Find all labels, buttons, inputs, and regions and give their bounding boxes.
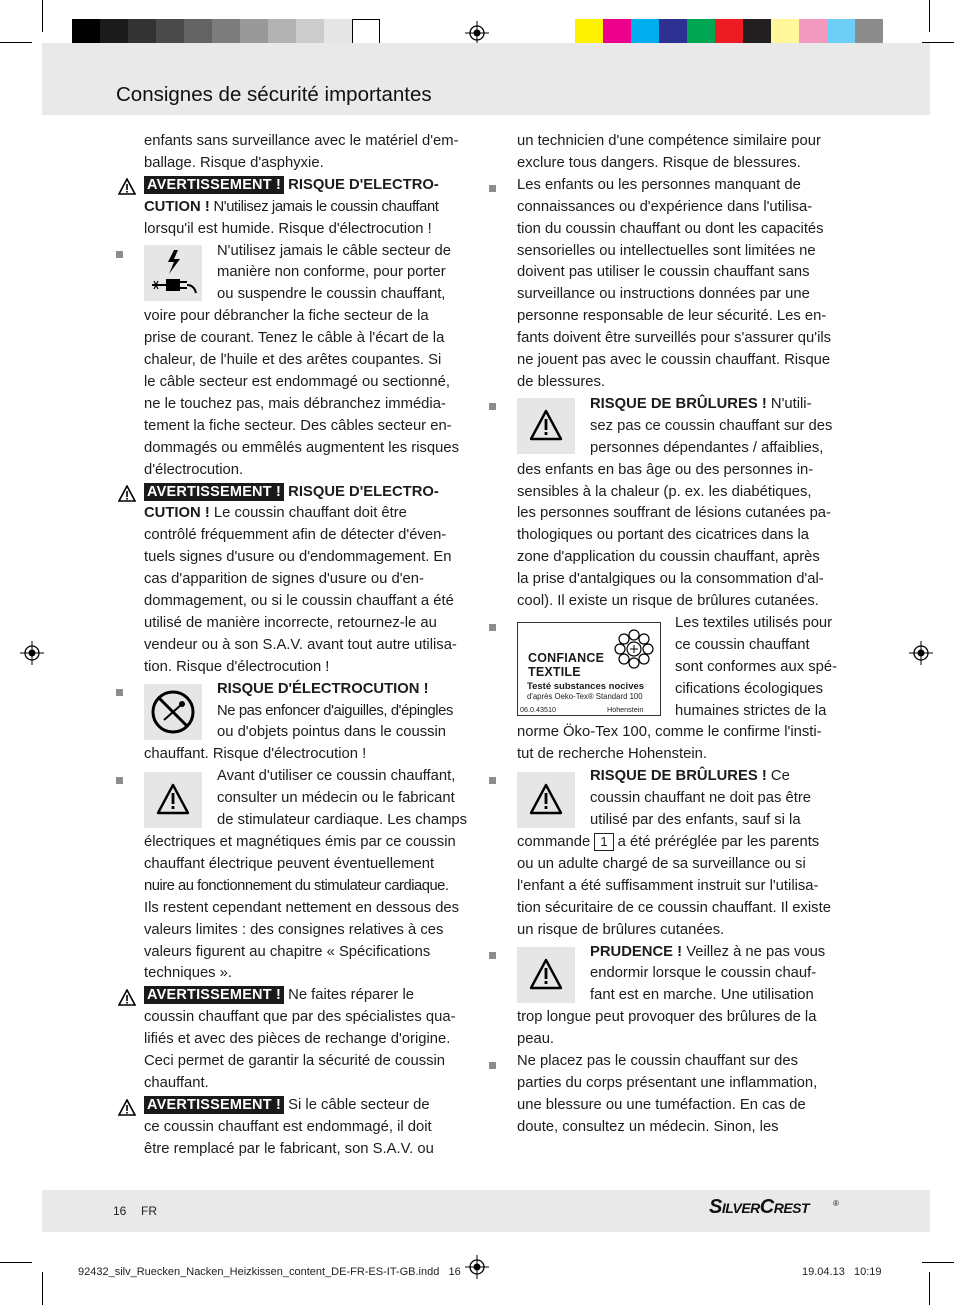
bullet-icon: [489, 624, 496, 631]
text-line: trop longue peut provoquer des brûlures de la: [517, 1009, 817, 1026]
warning-triangle-icon: [517, 772, 575, 828]
cert-institute: Hohenstein: [607, 705, 644, 714]
text-line: ce coussin chauffant est endommagé, il doit: [144, 1118, 432, 1135]
text-line: personne responsable de leur sécurité. Les en-: [517, 308, 827, 325]
text-line: ne le touchez pas, mais débranchez immédia-: [144, 395, 446, 412]
text-line: sont conformes aux spé-: [675, 658, 838, 675]
text-line: un risque de brûlures cutanées.: [517, 921, 725, 938]
text-line: Le coussin chauffant doit être: [209, 505, 407, 522]
text-line: N'utili-: [766, 395, 812, 412]
text-line: thologiques ou portant des cicatrices dans la: [517, 527, 810, 544]
text-line: Veillez à ne pas vous: [682, 943, 826, 960]
bullet-icon: [116, 777, 123, 784]
warning-heading: CUTION !: [144, 198, 210, 215]
text-line: de blessures.: [517, 373, 606, 390]
warning-heading: PRUDENCE !: [590, 943, 683, 960]
text-line: cas d'apparition de signes d'usure ou d'en-: [144, 571, 424, 588]
text-line: dommagement, ou si le coussin chauffant a été: [144, 593, 454, 610]
text-line: enfants sans surveillance avec le matériel d'em-: [144, 133, 459, 149]
text-line: un technicien d'une compétence similaire pour: [517, 133, 821, 149]
text-line: utilisé par des enfants, sauf si la: [590, 812, 801, 829]
warning-badge: AVERTISSEMENT !: [144, 483, 284, 501]
cert-standard: d'après Oeko-Tex® Standard 100: [527, 692, 643, 701]
registration-mark-icon: [20, 641, 44, 665]
text-line: coussin chauffant ne doit pas être: [590, 790, 812, 807]
text-line: tement la fiche secteur. Des câbles secteur en-: [144, 417, 452, 434]
cert-title: TEXTILE: [528, 665, 581, 679]
warning-badge: AVERTISSEMENT !: [144, 1096, 284, 1114]
text-line: N'utilisez jamais le câble secteur de: [217, 242, 451, 259]
text-line: ballage. Risque d'asphyxie.: [144, 154, 324, 171]
brand-logo: SilverCrest: [709, 1196, 810, 1218]
text-line: tut de recherche Hohenstein.: [517, 746, 708, 763]
bullet-icon: [489, 1062, 496, 1069]
text-line: cool). Il existe un risque de brûlures cutanées.: [517, 593, 819, 610]
text-line: prise de courant. Tenez le câble à l'écart de la: [144, 330, 445, 347]
text-line: Les textiles utilisés pour: [675, 614, 833, 631]
text-line: cifications écologiques: [675, 680, 824, 697]
text-line: norme Öko-Tex 100, comme le confirme l'insti-: [517, 724, 822, 741]
text-line: Ne pas enfoncer d'aiguilles, d'épingles: [217, 702, 454, 719]
warning-triangle-icon: [517, 947, 575, 1003]
text-line: tion du coussin chauffant ou dont les capacités: [517, 220, 824, 237]
warning-badge: AVERTISSEMENT !: [144, 176, 284, 194]
text-line: exclure tous dangers. Risque de blessures.: [517, 154, 801, 171]
registration-mark-icon: [465, 1255, 489, 1279]
warning-heading: RISQUE DE BRÛLURES !: [590, 395, 767, 412]
text-line: être remplacé par le fabricant, son S.A.V. ou: [144, 1140, 434, 1157]
text-line: a été préréglée par les parents: [613, 834, 820, 850]
warning-triangle-icon: [118, 1099, 136, 1116]
text-line: nuire au fonctionnement du stimulateur cardiaque.: [144, 877, 449, 894]
text-line: Avant d'utiliser ce coussin chauffant,: [217, 768, 456, 785]
bullet-icon: [116, 689, 123, 696]
text-line: des enfants en bas âge ou des personnes in-: [517, 461, 814, 478]
text-line: valeurs limites : des consignes relatives à ces: [144, 921, 444, 938]
text-line: peau.: [517, 1031, 555, 1048]
text-line: personnes dépendantes / affaiblies,: [590, 439, 824, 456]
bullet-icon: [489, 403, 496, 410]
warning-triangle-icon: [118, 178, 136, 195]
text-line: dommagés ou emmêlés augmentent les risques: [144, 439, 460, 456]
cert-subtitle: Testé substances nocives: [527, 681, 645, 692]
text-line: humaines strictes de la: [675, 702, 827, 719]
warning-heading: CUTION !: [144, 505, 210, 522]
warning-badge: AVERTISSEMENT !: [144, 986, 284, 1004]
text-line: valeurs figurent au chapitre « Spécifications: [144, 943, 431, 960]
text-line: fants doivent être surveillés pour s'assurer qu'ils: [517, 330, 832, 347]
text-line: Ne placez pas le coussin chauffant sur des: [517, 1053, 799, 1070]
oeko-tex-label: [517, 622, 661, 716]
text-line: doute, consultez un médecin. Sinon, les: [517, 1118, 779, 1135]
warning-triangle-icon: [144, 772, 202, 828]
text-line: sez pas ce coussin chauffant sur des: [590, 417, 833, 434]
text-line: chauffant. Risque d'électrocution !: [144, 746, 367, 763]
registered-mark: ®: [833, 1199, 839, 1208]
warning-heading: RISQUE D'ÉLECTROCUTION !: [217, 680, 429, 697]
text-line: la prise d'antalgiques ou la consommation d'al-: [517, 571, 824, 588]
text-line: Si le câble secteur de: [284, 1096, 430, 1113]
text-line: connaissances ou d'expérience dans l'utilisa-: [517, 198, 813, 215]
text-line: tion. Risque d'électrocution !: [144, 658, 330, 675]
warning-triangle-icon: [118, 989, 136, 1006]
warning-triangle-icon: [118, 485, 136, 502]
text-line: tion sécuritaire de ce coussin chauffant. Il existe: [517, 899, 831, 916]
electric-plug-hazard-icon: [144, 245, 202, 301]
cert-title: CONFIANCE: [528, 651, 605, 665]
bullet-icon: [116, 251, 123, 258]
text-line: Les enfants ou les personnes manquant de: [517, 176, 801, 193]
text-line: Ils restent cependant nettement en dessous des: [144, 899, 460, 916]
text-line: ne jouent pas avec le coussin chauffant. Risque: [517, 352, 831, 369]
text-line: N'utilisez jamais le coussin chauffant: [209, 198, 439, 215]
oeko-tex-flower-icon: [612, 627, 656, 671]
text-line: électriques et magnétiques émis par ce coussin: [144, 834, 456, 850]
text-line: techniques ».: [144, 965, 233, 982]
text-line: doivent pas utiliser le coussin chauffant sans: [517, 264, 810, 281]
warning-triangle-icon: [517, 398, 575, 454]
text-line: de stimulateur cardiaque. Les champs: [217, 812, 468, 829]
text-line: commande: [517, 834, 591, 850]
text-line: coussin chauffant que par des spécialistes qua-: [144, 1009, 456, 1026]
bullet-icon: [489, 777, 496, 784]
page-number: 16: [113, 1204, 127, 1218]
text-line: surveillance ou instructions données par une: [517, 286, 810, 303]
text-line: voire pour débrancher la fiche secteur de la: [144, 308, 429, 325]
text-line: d'électrocution.: [144, 461, 244, 478]
key-number-box: 1: [594, 833, 613, 851]
text-line: les personnes souffrant de lésions cutanées pa-: [517, 505, 831, 522]
text-line: l'enfant a été suffisamment instruit sur l'utilisa-: [517, 877, 819, 894]
no-needles-icon: [144, 684, 202, 740]
text-line: vendeur ou à son S.A.V. avant tout autre utilisa-: [144, 636, 457, 653]
text-line: contrôlé fréquemment afin de détecter d'éven-: [144, 527, 447, 544]
text-line: chaleur, de l'huile et des arêtes coupantes. Si: [144, 352, 442, 369]
text-line: une blessure ou une tuméfaction. En cas de: [517, 1096, 806, 1113]
registration-mark-icon: [465, 21, 489, 45]
timestamp: 19.04.13 10:19: [802, 1266, 882, 1278]
text-line: chauffant.: [144, 1074, 209, 1091]
text-line: utilisé de manière incorrecte, retournez-le au: [144, 614, 437, 631]
text-line: endormir lorsque le coussin chauf-: [590, 965, 817, 982]
text-line: Ceci permet de garantir la sécurité de coussin: [144, 1053, 446, 1070]
text-line: lorsqu'il est humide. Risque d'électrocution !: [144, 220, 432, 237]
text-line: ou suspendre le coussin chauffant,: [217, 286, 446, 303]
warning-heading: RISQUE D'ELECTRO-: [288, 176, 439, 193]
text-line: Ce: [766, 768, 790, 785]
text-line: tuels signes d'usure ou d'endommagement. En: [144, 549, 452, 566]
bullet-icon: [489, 185, 496, 192]
warning-heading: RISQUE D'ELECTRO-: [288, 483, 439, 500]
cert-code: 06.0.43510: [520, 705, 556, 714]
text-line: sensibles à la chaleur (p. ex. les diabétiques,: [517, 483, 812, 500]
text-line: ou un adulte chargé de sa surveillance ou si: [517, 855, 806, 872]
text-line: ou d'objets pointus dans le coussin: [217, 724, 447, 741]
text-line: sensorielles ou intellectuelles sont limitées ne: [517, 242, 816, 259]
text-line: manière non conforme, pour porter: [217, 264, 446, 281]
text-line: le câble secteur est endommagé ou sectionné,: [144, 373, 450, 390]
text-line: chauffant électrique peuvent éventuellement: [144, 855, 435, 872]
text-line: lifiés et avec des pièces de rechange d'origine.: [144, 1031, 451, 1048]
registration-mark-icon: [909, 641, 933, 665]
text-line: Ne faites réparer le: [284, 987, 414, 1004]
text-line: zone d'application du coussin chauffant, après: [517, 549, 820, 566]
page-title: Consignes de sécurité importantes: [116, 83, 432, 106]
file-info: 92432_silv_Ruecken_Nacken_Heizkissen_content_DE-FR-ES-IT-GB.indd 16: [78, 1266, 461, 1278]
text-line: fant est en marche. Une utilisation: [590, 987, 814, 1004]
bullet-icon: [489, 952, 496, 959]
text-line: parties du corps présentant une inflammation,: [517, 1074, 818, 1091]
text-line: consulter un médecin ou le fabricant: [217, 790, 455, 807]
text-line: ce coussin chauffant: [675, 636, 810, 653]
language-code: FR: [141, 1204, 157, 1218]
warning-heading: RISQUE DE BRÛLURES !: [590, 768, 767, 785]
